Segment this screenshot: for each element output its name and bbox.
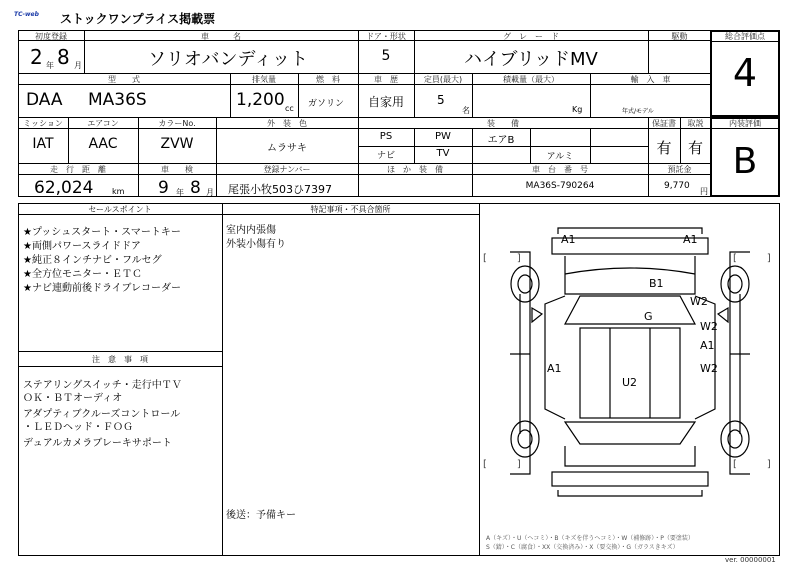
equip-ps: PS <box>379 131 393 142</box>
tire-bracket: [ ] <box>733 459 771 470</box>
recycle-unit: 円 <box>700 187 708 196</box>
other-equipment-label: ほ か 装 備 <box>387 165 443 174</box>
type-prefix: DAA <box>26 90 63 110</box>
month-unit: 月 <box>74 61 82 70</box>
exterior-color: ムラサキ <box>267 143 307 154</box>
inspection-label: 車 検 <box>161 165 193 174</box>
inspection-year: 9 <box>158 178 169 198</box>
color-label: カラーNo. <box>158 119 196 128</box>
interior-score-value: B <box>732 141 758 182</box>
damage-mark: W2 <box>690 295 708 308</box>
inspection-year-unit: 年 <box>176 188 184 197</box>
displacement-label: 排気量 <box>252 75 276 84</box>
damage-legend: S（錆）・C（腐食）・XX（交換済み）・X（要交換）・G（ガラスきキズ） <box>486 544 679 551</box>
capacity-label: 定員(最大) <box>423 75 463 84</box>
damage-mark: A1 <box>683 233 698 246</box>
tire-bracket: [ ] <box>483 253 521 264</box>
first-reg-year: 2 <box>30 45 43 69</box>
plate-label: 登録ナンバー <box>263 165 311 174</box>
plate-number: 尾張小牧503ひ7397 <box>228 183 332 196</box>
car-name: ソリオバンディット <box>148 49 309 70</box>
usage-label: 車 歴 <box>374 75 398 84</box>
damage-mark: A1 <box>700 339 715 352</box>
sales-point-item: ★両側パワースライドドア <box>23 241 141 252</box>
aircon-label: エアコン <box>87 119 119 128</box>
equipment-label: 装 備 <box>487 119 519 128</box>
remarks-title: 特記事項・不具合箇所 <box>310 205 391 214</box>
recycle-value: 9,770 <box>664 181 690 191</box>
fuel-value: ガソリン <box>308 99 345 109</box>
equip-tv: TV <box>436 148 450 159</box>
damage-mark: U2 <box>622 376 638 389</box>
doors-value: 5 <box>381 48 391 64</box>
note-line: ＯＫ・ＢＴオーディオ <box>23 393 123 404</box>
mileage-unit: km <box>112 187 125 196</box>
sales-point-item: ★全方位モニター・ＥＴＣ <box>23 269 142 280</box>
grade-label: グ レ ー ド <box>503 32 559 41</box>
version-label: ver. 00000001 <box>725 556 776 564</box>
grade-value: ハイブリッドMV <box>464 49 598 70</box>
year-unit: 年 <box>46 61 54 70</box>
recycle-label: 預託金 <box>667 165 692 174</box>
capacity-unit: 名 <box>462 106 470 115</box>
company-logo: TC-web <box>14 11 39 18</box>
mission-value: IAT <box>32 136 54 152</box>
note-line: デュアルカメラブレーキサポート <box>23 438 172 449</box>
remarks-footer: 後送：予備キー <box>226 510 296 521</box>
displacement-value: 1,200 <box>236 90 285 110</box>
damage-mark: A1 <box>561 233 576 246</box>
damage-mark: A1 <box>547 362 562 375</box>
notes-title: 注 意 事 項 <box>92 355 148 364</box>
equip-pw: PW <box>435 131 451 142</box>
warranty-value: 有 <box>656 139 672 157</box>
damage-legend: A（キズ）・U（ヘコミ）・B（キズを伴うヘコミ）・W（補修跡）・P（要塗装） <box>486 535 694 542</box>
damage-mark: W2 <box>700 320 718 333</box>
note-line: ・ＬＥＤヘッド・ＦＯＧ <box>23 422 133 433</box>
manual-label: 取説 <box>687 119 704 128</box>
sales-point-item: ★プッシュスタート・スマートキー <box>23 227 181 238</box>
damage-mark: B1 <box>649 277 664 290</box>
chassis-label: 車 台 番 号 <box>532 165 588 174</box>
page-title: ストックワンプライス掲載票 <box>60 12 216 26</box>
damage-mark: W2 <box>700 362 718 375</box>
equip-airbag: エアB <box>487 135 515 146</box>
tire-bracket: [ ] <box>733 253 771 264</box>
exterior-label: 外 装 色 <box>267 119 307 128</box>
aircon-value: AAC <box>88 136 118 152</box>
first-reg-label: 初度登録 <box>35 32 67 41</box>
inspection-month: 8 <box>190 178 201 198</box>
interior-score-label: 内装評価 <box>729 119 761 128</box>
overall-score-label: 総合評価点 <box>725 32 765 41</box>
inspection-month-unit: 月 <box>206 188 214 197</box>
type-code: MA36S <box>88 90 147 110</box>
model-year-label: 年式/モデル <box>622 108 654 115</box>
sales-point-item: ★ナビ連動前後ドライブレコーダー <box>23 283 181 294</box>
doors-label: ドア・形状 <box>366 32 406 41</box>
mileage-value: 62,024 <box>34 178 94 198</box>
usage-value: 自家用 <box>367 95 404 109</box>
remark-line: 外装小傷有り <box>226 239 286 250</box>
sales-points-title: セールスポイント <box>88 205 152 214</box>
overall-score-value: 4 <box>732 51 758 95</box>
mileage-label: 走 行 距 離 <box>50 165 106 174</box>
capacity-value: 5 <box>437 93 445 107</box>
drive-label: 駆動 <box>671 32 688 41</box>
import-label: 輸 入 車 <box>630 75 671 84</box>
note-line: ステアリングスイッチ・走行中ＴＶ <box>23 380 182 391</box>
equip-alumi: アルミ <box>546 152 574 162</box>
chassis-number: MA36S-790264 <box>525 181 595 191</box>
tire-bracket: [ ] <box>483 459 521 470</box>
sales-point-item: ★純正８インチナビ・フルセグ <box>23 255 162 266</box>
remark-line: 室内内張傷 <box>226 225 276 236</box>
equip-navi: ナビ <box>376 151 395 161</box>
mission-label: ミッション <box>23 119 63 128</box>
type-label: 型 式 <box>108 75 140 84</box>
fuel-label: 燃 料 <box>316 75 340 84</box>
displacement-unit: cc <box>285 104 294 113</box>
load-label: 積載量（最大） <box>503 75 559 84</box>
damage-mark: G <box>644 310 653 323</box>
warranty-label: 保証書 <box>652 119 676 128</box>
note-line: アダプティブクルーズコントロール <box>23 409 181 420</box>
color-code: ZVW <box>160 136 194 152</box>
first-reg-month: 8 <box>57 45 70 69</box>
manual-value: 有 <box>687 139 703 157</box>
load-unit: Kg <box>572 105 583 114</box>
car-name-label: 車 名 <box>201 32 241 41</box>
